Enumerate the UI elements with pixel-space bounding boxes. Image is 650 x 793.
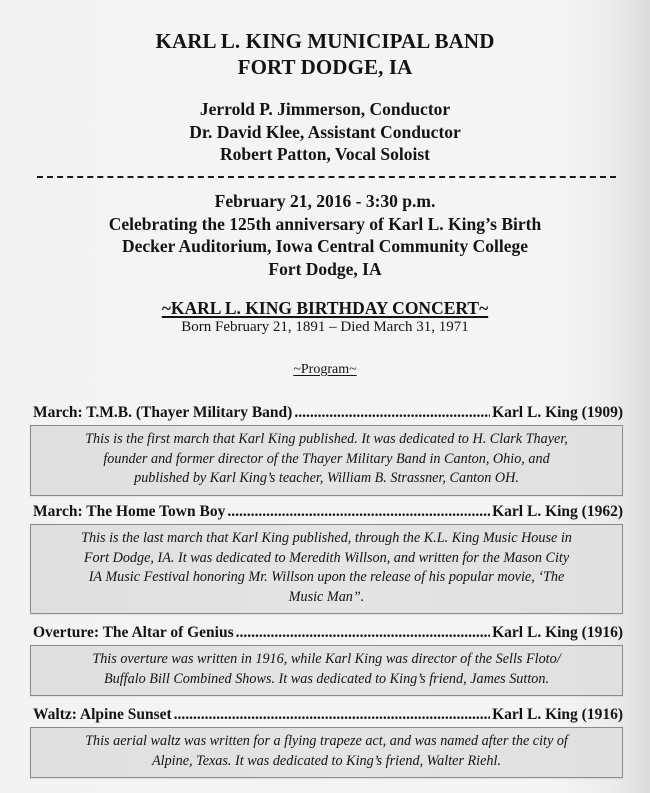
program-item-heading <box>33 404 623 422</box>
program-item-heading <box>33 624 623 642</box>
note-line: This is the first march that Karl King published. It was dedicated to H. Clark Thayer, <box>85 431 568 447</box>
concert-title-text: ~KARL L. KING BIRTHDAY CONCERT~ <box>161 298 489 318</box>
event-venue: Decker Auditorium, Iowa Central Community College <box>121 236 529 256</box>
note-line: Music Man”. <box>288 588 365 605</box>
note-line: Alpine, Texas. It was dedicated to King’s friend, Walter Riehl. <box>151 752 502 769</box>
note-line: This aerial waltz was written for a flying trapeze act, and was named after the city of <box>85 733 568 749</box>
program-item <box>33 503 623 614</box>
note-line: published by Karl King’s teacher, William B. Strassner, Canton OH. <box>134 470 519 487</box>
note-line: This is the last march that Karl King published, through the K.L. King Music House in <box>81 530 572 546</box>
piece-composer: Karl L. King (1962) <box>492 503 623 520</box>
program-note <box>30 425 623 496</box>
band-title <box>0 28 650 80</box>
staff-list <box>0 98 650 166</box>
piece-title: March: T.M.B. (Thayer Military Band) <box>33 404 293 421</box>
piece-title: March: The Home Town Boy <box>33 503 226 520</box>
lifespan: Born February 21, 1891 – Died March 31, 1971 <box>181 319 469 335</box>
program-item-heading <box>33 706 623 724</box>
band-location: FORT DODGE, IA <box>237 55 413 79</box>
program-item <box>33 624 623 696</box>
staff-assistant-conductor: Dr. David Klee, Assistant Conductor <box>189 121 461 142</box>
dot-leader <box>174 706 490 724</box>
program-item <box>33 404 623 496</box>
program-heading <box>0 361 650 379</box>
event-details <box>0 190 650 280</box>
program-item-heading <box>33 503 623 521</box>
staff-conductor: Jerrold P. Jimmerson, Conductor <box>199 99 451 119</box>
note-line: This overture was written in 1916, while Karl King was director of the Sells Floto/ <box>92 651 561 667</box>
band-name: KARL L. KING MUNICIPAL BAND <box>155 29 495 53</box>
program-item <box>33 706 623 778</box>
concert-title <box>0 298 650 318</box>
program-note <box>30 727 623 778</box>
note-line: founder and former director of the Thayer Military Band in Canton, Ohio, and <box>103 450 550 467</box>
note-line: IA Music Festival honoring Mr. Willson upon the release of his popular movie, ‘The <box>88 569 565 586</box>
program-note <box>30 524 623 614</box>
dashed-divider <box>37 176 616 178</box>
piece-composer: Karl L. King (1916) <box>492 624 623 641</box>
piece-composer: Karl L. King (1909) <box>492 404 623 421</box>
event-date-time: February 21, 2016 - 3:30 p.m. <box>214 191 436 211</box>
event-city: Fort Dodge, IA <box>268 258 382 279</box>
staff-vocal-soloist: Robert Patton, Vocal Soloist <box>220 144 430 164</box>
dot-leader <box>227 503 490 521</box>
dot-leader <box>236 624 490 642</box>
program-heading-text: ~Program~ <box>293 362 357 377</box>
note-line: Buffalo Bill Combined Shows. It was dedicated to King’s friend, James Sutton. <box>103 670 550 687</box>
event-occasion: Celebrating the 125th anniversary of Karl L. King’s Birth <box>108 213 542 234</box>
note-line: Fort Dodge, IA. It was dedicated to Meredith Willson, and written for the Mason City <box>83 549 570 566</box>
piece-title: Waltz: Alpine Sunset <box>33 706 172 723</box>
piece-composer: Karl L. King (1916) <box>492 706 623 723</box>
program-note <box>30 645 623 696</box>
piece-title: Overture: The Altar of Genius <box>33 624 234 641</box>
dot-leader <box>294 404 490 422</box>
